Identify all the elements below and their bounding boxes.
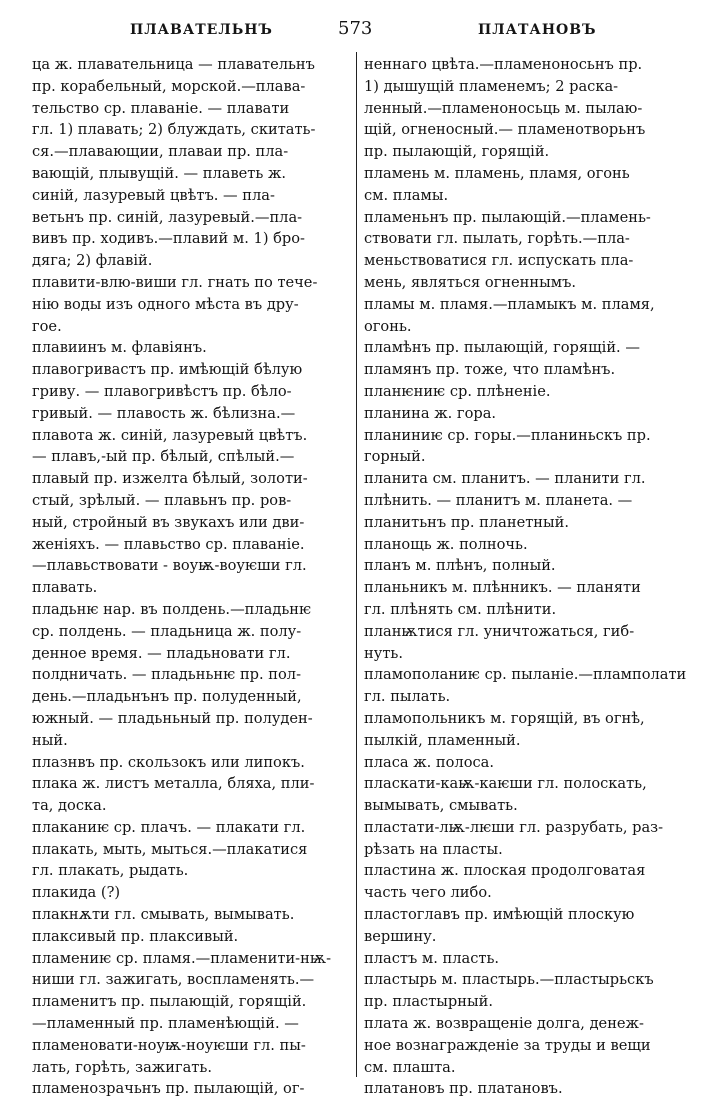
dictionary-line: пламенитъ пр. пылающій, горящій. — [32, 993, 307, 1011]
dictionary-line: гл. плѣнять см. плѣнити. — [364, 600, 557, 618]
dictionary-line: нію воды изъ одного мѣста въ дру- — [32, 295, 299, 313]
dictionary-line: ца ж. плавательница — плавательнъ — [32, 56, 315, 73]
dictionary-line: южный. — пладьньный пр. полуден- — [32, 709, 313, 727]
dictionary-line: пластъ м. пласть. — [364, 949, 500, 967]
dictionary-line: планина ж. гора. — [364, 404, 497, 422]
dictionary-line: пламениѥ ср. пламя.—пламенити-нѭ- — [32, 949, 332, 967]
dictionary-line: пластина ж. плоская продолговатая — [364, 862, 646, 880]
dictionary-line: пламопольникъ м. горящій, въ огнѣ, — [364, 709, 645, 727]
dictionary-line: плакнѫти гл. смывать, вымывать. — [32, 906, 295, 924]
dictionary-line: денное время. — пладьновати гл. — [32, 644, 291, 662]
dictionary-line: пламень м. пламень, пламя, огонь — [364, 164, 630, 182]
running-head-right: ПЛАТАНОВЪ — [478, 22, 597, 38]
dictionary-line: пламеньнъ пр. пылающій.—пламень- — [364, 208, 651, 226]
page-number: 573 — [338, 18, 373, 39]
dictionary-line: пластати-лѭ-лѥши гл. разрубать, раз- — [364, 818, 664, 836]
dictionary-line: часть чего либо. — [364, 884, 492, 902]
dictionary-line: плакать, мыть, мыться.—плакатися — [32, 840, 308, 858]
dictionary-line: ся.—плавающии, плаваи пр. пла- — [32, 143, 289, 161]
dictionary-line: полдничать. — пладьньнѥ пр. пол- — [32, 666, 302, 684]
dictionary-line: лать, горѣть, зажигать. — [32, 1058, 212, 1076]
running-head-left: ПЛАВАТЕЛЬНЪ — [130, 22, 273, 38]
dictionary-line: планощь ж. полночь. — [364, 535, 528, 553]
dictionary-line: пласа ж. полоса. — [364, 753, 494, 771]
dictionary-line: та, доска. — [32, 797, 107, 815]
dictionary-line: —пламенный пр. пламенѣющій. — — [32, 1015, 299, 1033]
dictionary-line: пламы м. пламя.—пламыкъ м. пламя, — [364, 295, 655, 313]
dictionary-line: пылкій, пламенный. — [364, 731, 521, 749]
dictionary-line: вершину. — [364, 927, 437, 945]
page-header — [0, 18, 708, 48]
dictionary-line: пламополаниѥ ср. пыланіе.—пламполати — [364, 666, 687, 684]
dictionary-line: пламянъ пр. тоже, что пламѣнъ. — [364, 361, 616, 379]
dictionary-line: пласкати-каѭ-каѥши гл. полоскать, — [364, 775, 647, 793]
dictionary-line: горный. — [364, 448, 426, 466]
right-column — [364, 54, 688, 1100]
dictionary-line: пластоглавъ пр. имѣющій плоскую — [364, 906, 635, 924]
left-column — [32, 54, 352, 1100]
dictionary-line: вивъ пр. ходивъ.—плавий м. 1) бро- — [32, 230, 305, 248]
dictionary-line: планѭтися гл. уничтожаться, гиб- — [364, 622, 635, 640]
dictionary-line: пламѣнъ пр. пылающій, горящій. — — [364, 339, 640, 357]
dictionary-line: тельство ср. плаваніе. — плавати — [32, 99, 290, 117]
dictionary-line: синій, лазуревый цвѣтъ. — пла- — [32, 186, 275, 204]
dictionary-line: — плавъ,-ый пр. бѣлый, спѣлый.— — [32, 448, 295, 466]
dictionary-line: планъ м. плѣнъ, полный. — [364, 557, 556, 575]
dictionary-line: нуть. — [364, 644, 403, 662]
dictionary-line: гл. 1) плавать; 2) блуждать, скитать- — [32, 121, 316, 139]
column-divider — [356, 52, 357, 1077]
dictionary-line: рѣзать на пласты. — [364, 840, 503, 858]
dictionary-line: ный. — [32, 731, 68, 749]
dictionary-line: стый, зрѣлый. — плавьнъ пр. ров- — [32, 491, 292, 509]
dictionary-line: меньствоватися гл. испускать пла- — [364, 252, 634, 270]
dictionary-line: плавити-влю-виши гл. гнать по тече- — [32, 273, 318, 291]
dictionary-line: плавать. — [32, 579, 98, 597]
dictionary-line: пластырь м. пластырь.—пластырьскъ — [364, 971, 654, 989]
dictionary-line: планьникъ м. плѣнникъ. — планяти — [364, 579, 641, 597]
dictionary-line: пламеновати-ноуѭ-ноуѥши гл. пы- — [32, 1036, 306, 1054]
dictionary-line: ниши гл. зажигать, воспламенять.— — [32, 971, 315, 989]
dictionary-line: гриву. — плавогривѣстъ пр. бѣло- — [32, 382, 292, 400]
dictionary-line: плаканиѥ ср. плачъ. — плакати гл. — [32, 818, 306, 836]
dictionary-line: платановъ пр. платановъ. — [364, 1080, 563, 1098]
dictionary-line: плакида (?) — [32, 884, 121, 902]
dictionary-line: планитьнъ пр. планетный. — [364, 513, 570, 531]
dictionary-line: планѥниѥ ср. плѣненіе. — [364, 382, 551, 400]
dictionary-line: огонь. — [364, 317, 412, 335]
dictionary-line: пладьнѥ нар. въ полдень.—пладьнѥ — [32, 600, 312, 618]
dictionary-line: гривый. — плавость ж. бѣлизна.— — [32, 404, 296, 422]
dictionary-line: гл. пылать. — [364, 688, 451, 706]
dictionary-line: пламенозрачьнъ пр. пылающій, ог- — [32, 1080, 305, 1098]
dictionary-line: ствовати гл. пылать, горѣть.—пла- — [364, 230, 630, 248]
dictionary-line: плавота ж. синій, лазуревый цвѣтъ. — [32, 426, 308, 444]
dictionary-line: ср. полдень. — пладьница ж. полу- — [32, 622, 302, 640]
dictionary-line: ленный.—пламеноносьць м. пылаю- — [364, 99, 643, 117]
dictionary-line: см. пламы. — [364, 186, 449, 204]
dictionary-line: неннаго цвѣта.—пламеноносьнъ пр. — [364, 56, 643, 73]
dictionary-line: планита см. планитъ. — планити гл. — [364, 470, 646, 488]
dictionary-line: дяга; 2) флавій. — [32, 252, 153, 270]
dictionary-line: ный, стройный въ звукахъ или дви- — [32, 513, 305, 531]
dictionary-line: день.—пладьнънъ пр. полуденный, — [32, 688, 302, 706]
dictionary-line: плака ж. листъ металла, бляха, пли- — [32, 775, 315, 793]
dictionary-line: плѣнить. — планитъ м. планета. — — [364, 491, 633, 509]
dictionary-line: см. плашта. — [364, 1058, 456, 1076]
dictionary-line: плаксивый пр. плаксивый. — [32, 927, 239, 945]
dictionary-line: пр. пластырный. — [364, 993, 493, 1011]
dictionary-line: гое. — [32, 317, 62, 335]
dictionary-line: вающій, плывущій. — плаветь ж. — [32, 164, 287, 182]
dictionary-line: мень, являться огненнымъ. — [364, 273, 577, 291]
dictionary-line: —плавьствовати - воуѭ-воуѥши гл. — [32, 557, 307, 575]
dictionary-line: щій, огненосный.— пламенотворьнъ — [364, 121, 646, 139]
dictionary-line: плавогривастъ пр. имѣющій бѣлую — [32, 361, 303, 379]
dictionary-line: ветьнъ пр. синій, лазуревый.—пла- — [32, 208, 303, 226]
dictionary-line: плазнвъ пр. скользокъ или липокъ. — [32, 753, 305, 771]
dictionary-line: женіяхъ. — плавьство ср. плаваніе. — [32, 535, 305, 553]
dictionary-line: плавый пр. изжелта бѣлый, золоти- — [32, 470, 308, 488]
dictionary-line: гл. плакать, рыдать. — [32, 862, 189, 880]
dictionary-line: пр. корабельный, морской.—плава- — [32, 77, 306, 95]
dictionary-line: вымывать, смывать. — [364, 797, 518, 815]
dictionary-line: ное вознагражденіе за труды и вещи — [364, 1036, 651, 1054]
dictionary-line: плавиинъ м. флавіянъ. — [32, 339, 207, 357]
dictionary-line: плата ж. возвращеніе долга, денеж- — [364, 1015, 644, 1033]
dictionary-line: 1) дышущій пламенемъ; 2 раска- — [364, 77, 619, 95]
dictionary-line: пр. пылающій, горящій. — [364, 143, 550, 161]
dictionary-line: планиниѥ ср. горы.—планиньскъ пр. — [364, 426, 651, 444]
